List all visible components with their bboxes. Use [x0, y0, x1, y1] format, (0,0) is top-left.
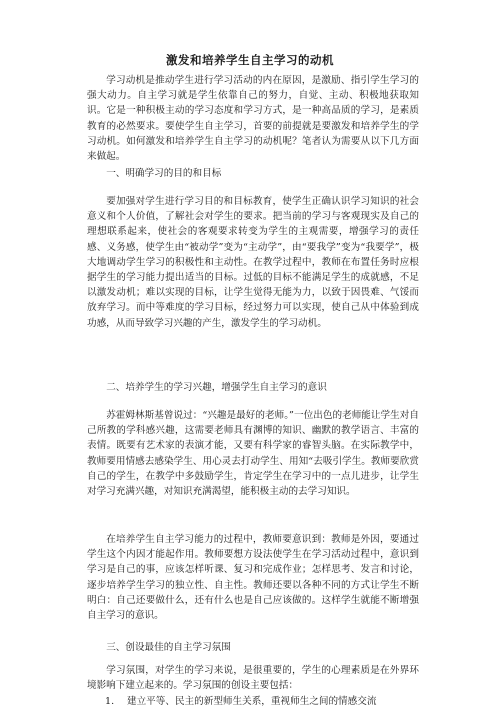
intro-paragraph: 学习动机是推动学生进行学习活动的内在原因，是激励、指引学生学习的强大动力。自主学习就是学生依靠自己的努力，自觉、主动、积极地获取知识。它是一种积极主动的学习态度和学习方式，是一种高品质的学习，是素质教育的必然要求。要使学生自主学习，首要的前提就是要激发和培养学生的学习动机。如何激发和培养学生自主学习的动机呢？笔者认为需要从以下几方面来做起。 — [87, 75, 419, 163]
list-item-number: 1. — [105, 696, 115, 707]
section1-paragraph: 要加强对学生进行学习目的和目标教育，使学生正确认识学习知识的社会意义和个人价值，了解社会对学生的要求。把当前的学习与客观现实及自己的理想联系起来，使社会的客观要求转变为学生的主观需要，增强学习的责任感、义务感，使学生由“被动学”变为“主动学”，由“要我学”变为“我要学”，极大地调动学生学习的积极性和主动性。在教学过程中，教师在布置任务时应根据学生的学习能力提出适当的目标。过低的目标不能满足学生的成就感，不足以激发动机；难以实现的目标，让学生觉得无能为力，以致于因畏难、气馁而放弃学习。而中等难度的学习目标，经过努力可以实现，使自己从中体验到成功感，从而导致学习兴趣的产生，激发学生的学习动机。 — [87, 196, 419, 329]
section3-paragraph: 学习氛围，对学生的学习来说，是很重要的，学生的心理素质是在外界环境影响下建立起来的。学习氛围的创设主要包括： — [87, 665, 419, 692]
section2-paragraph-1: 苏霍姆林斯基曾说过：“兴趣是最好的老师。”一位出色的老师能让学生对自己所教的学科感兴趣，这需要老师具有渊博的知识、幽默的教学语言、丰富的表情。既要有艺术家的表演才能，又要有科学家的睿智头脑。在实际教学中，教师要用情感去感染学生、用心灵去打动学生、用知“去吸引学生。教师要欣赏自己的学生，在教学中多鼓励学生，肯定学生在学习中的一点儿进步，让学生对学习充满兴趣，对知识充满渴望，能积极主动的去学习知识。 — [87, 410, 419, 498]
section2-heading: 二、培养学生的学习兴趣，增强学生自主学习的意识 — [106, 382, 327, 393]
section2-paragraph-2: 在培养学生自主学习能力的过程中，教师要意识到：教师是外因，要通过学生这个内因才能起作用。教师要想方设法使学生在学习活动过程中，意识到学习是自己的事，应该怎样听课、复习和完成作业；怎样思考、发言和讨论，逐步培养学生学习的独立性、自主性。教师还要以各种不同的方式让学生不断明白：自己还要做什么，还有什么也是自己应该做的。这样学生就能不断增强自主学习的意识。 — [87, 534, 419, 622]
document-title: 激发和培养学生自主学习的动机 — [166, 53, 334, 67]
list-item-text: 建立平等、民主的新型师生关系，重视师生之间的情感交流 — [127, 696, 377, 707]
section3-heading: 三、创设最佳的自主学习氛围 — [106, 642, 231, 653]
section1-heading: 一、明确学习的目的和目标 — [106, 168, 222, 179]
